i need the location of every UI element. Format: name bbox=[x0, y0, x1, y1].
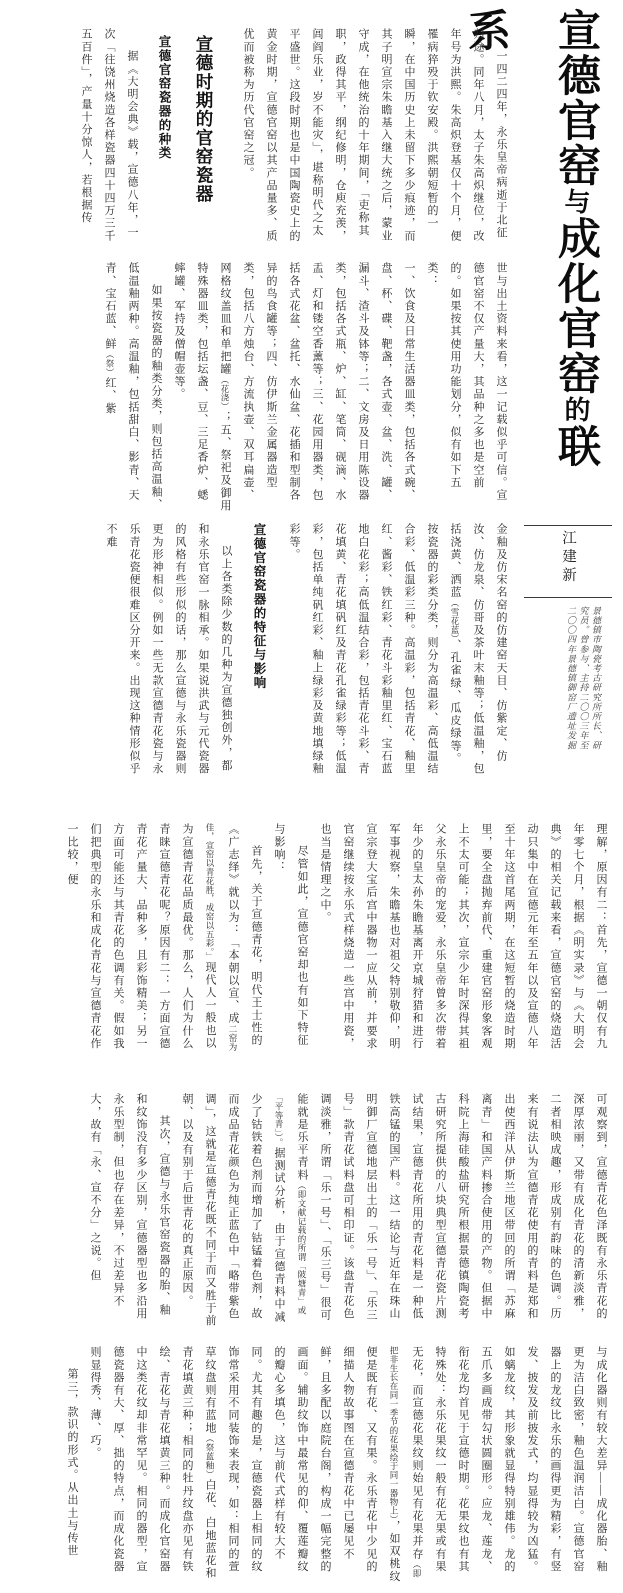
paragraph: 其次，宣德与永乐官窑瓷器的胎、釉和纹饰没有多少区别，宣德器型也多沿用永乐型制，但也存在差异，不过差异不大，故有「永、宣不分」之说。但 bbox=[89, 1093, 170, 1320]
text-band-3 bbox=[25, 523, 512, 776]
text-band-2 bbox=[25, 262, 512, 513]
author-divider-bottom bbox=[524, 597, 612, 598]
paragraph: 第三，款识的形式。从出土与传世 bbox=[66, 1368, 78, 1557]
paragraph: 一四二四年，永乐皇帝病逝于北征归途。同年八月，太子朱高炽继位，改年号为洪熙。朱高炽登基仅十个月，便罹病猝殁于钦安殿。洪熙朝短暂的一瞬，在中国历史上未留下多少痕迹，而其子明宣宗朱瞻基入继大统之后，蒙业守成，在他统治的十年期间，「吏称其职，政得其平，纲纪修明，仓庾充羡，闾阎乐业，岁不能灾」，堪称明代之太平盛世。这段时期也是中国陶瓷史上的黄金时期，宣德官窑以其产品量多、质优而被称为历代官窑之冠。 bbox=[242, 28, 507, 243]
section-heading: 宣德时期的官窑瓷器 bbox=[194, 35, 214, 204]
paragraph: 与成化器则有较大差异——成化器胎、釉更为洁白致密，釉色温润洁白。宣德官窑器上的龙纹比永乐的画得更为精彩，有竖发、披发及前披发式，均显得较为凶猛。如螭龙纹，其形象就显得特别雄伟。龙的五爪多画成带勾状圆圈形。应龙、莲龙、衔花龙均首见于宣德时期。花果纹也有其特殊处：永乐花果纹一般有花无果或有果无花，而宣德花果纹则始见有花果并存（即把非生长在同一季节的花果绘于同一器物上），如双桃纹便是既有花、又有果。永乐青花中少见的细描人物故事图在宣德青花中已屡见不鲜，且多配以庭院台阁，构成一幅完整的画面。辅助纹饰中最常见的仰、覆莲瓣纹的瓣心多填色，这与前代式样有较大不同。尤其有趣的是，宣德瓷器上相同的纹饰常采用不同装饰来表现，如：相同的萱草纹盘则有蓝地（祭蓝釉）白花、白地蓝花和青花填黄三种；相同的牡丹纹盘亦见有铁绘、青花与青花填黄三种。而成化官窑器中这类花纹却非常罕见。相同的器型，宣德瓷器有大、厚、拙的特点，而成化瓷器则显得秀、薄、巧。 bbox=[89, 1346, 607, 1583]
paragraph: 如果按瓷器的釉类分类，则包括高温釉、低温釉两种。高温釉，包括甜白、影青、天青、宝石蓝、鲜（祭）红、紫 bbox=[104, 262, 162, 511]
paragraph: 金釉及仿宋名窑的仿建窑天目、仿紫定、仿汝、仿龙泉、仿哥及茶叶末釉等；低温釉，包括浇黄、洒蓝（雪花蓝）、孔雀绿、瓜皮绿等。按瓷器的彩类分类，则分为高温彩、高低温结合彩、低温彩三种。高温彩，包括青花、釉里红、酱彩、铁红彩、青花斗彩釉里红、宝石蓝地白花彩；高低温结合彩，包括青花斗彩、青花填黄、青花填矾红及青花孔雀绿彩等；低温彩，包括单纯矾红彩、釉上绿彩及黄地填绿釉彩等。 bbox=[288, 523, 507, 775]
paragraph: 一、饮食及日常生活器皿类，包括各式碗、盘、杯、碟、靶盏，各式壶、盆、洗、罐、漏斗、渣斗及钵等；二、文房及日用陈设器类，包括各式瓶、炉、缸、笔筒、砚滴、水盂、灯和镂空香薰等；三、花园用器类，包括各式花盆、盆托、水仙盆、花插和型制各异的鸟食罐等；四、仿伊斯兰金属器造型类，包括八方烛台、方流执壶、双耳扁壶、网格纹盖皿和单把罐（花浇）；五、祭祀及御用特殊器皿类，包括坛盏、豆、三足香炉、蟋蟀罐、军持及僧帽壶等。 bbox=[173, 262, 415, 512]
paragraph: 理解，原因有二：首先，宣德一朝仅有九年零七个月，根据《明实录》与《大明会典》的相关记载来看，宣德官窑的烧造活动只集中在宣德元年至五年以及宣德八年至十年这首尾两期，在这短暂的烧造时期里，要全盘抛弃前代、重建官窑形象客观上不太可能；其次，宣宗少年时深得其祖父永乐皇帝的宠爱，永乐皇帝曾多次带着年少的皇太孙朱瞻基离开京城狩猎和进行军事视察，朱瞻基也对祖父特别敬仰，明宣宗登大宝后宫中器物一应从前，并要求官窑继续按永乐式样烧造一些宫中用瓷，也当是情理之中。 bbox=[319, 823, 607, 1050]
subsection-heading: 宣德官窑瓷器的特征与影响 bbox=[252, 523, 266, 690]
page-title: 宣德官窑与成化官窑的联系 bbox=[462, 8, 599, 469]
text-band-5 bbox=[25, 1093, 612, 1329]
paragraph: 据《大明会典》载，宣德八年，一次「往饶州烧造各样瓷器四十四万三千五百件」，产量十分惊人，若根据传 bbox=[80, 28, 138, 243]
text-band-1 bbox=[25, 28, 512, 247]
text-band-4 bbox=[25, 823, 612, 1059]
subsection-heading: 宣德官窑瓷器的种类 bbox=[157, 35, 171, 161]
text-band-6 bbox=[25, 1346, 612, 1583]
paragraph: 首先，关于宣德青花，明代王士性的《广志绎》就以为：「本朝以宣、成二窑为佳，宣窑以青花胜，成窑以五彩。」现代人一般也以为宣德青花品质最优。那么，人们为什么青睐宣德青花呢？原因有二：一方面宣德青花产量大、品种多，且彩饰精美；另一方面可能还与其青花的色调有关。假如我们把典型的永乐和成化青花与宣德青花作一比较，便 bbox=[66, 823, 262, 1052]
paragraph: 尽管如此，宣德官窑却也有如下特征与影响： bbox=[273, 823, 308, 1047]
author-divider-top bbox=[524, 525, 612, 526]
paragraph: 以上各类除少数的几种为宣德独创外，都和永乐官窑一脉相承。如果说洪武与元代瓷器的风格有些形似的话，那么宣德与永乐瓷器则更为形神相似。例如一些无款宣德青花瓷与永乐青花瓷便很难区分开来。出现这种情形似乎不难 bbox=[105, 523, 232, 775]
paragraph: 世与出土资料来看，这一记载似乎可信。宣德官窑不仅产量大，其品种之多也是空前的。如果按其使用功能划分，似有如下五类： bbox=[426, 262, 507, 502]
author-name: 江建新 bbox=[560, 530, 576, 586]
author-bio: 景德镇市陶瓷考古研究所所长、研究员。曾参与、主持二〇〇三年至二〇〇四年景德镇御窑厂遗址发掘 bbox=[566, 606, 601, 750]
paragraph: 可观察到，宣德青花色泽既有永乐青花的深厚浓丽，又带有成化青花的清新淡雅，二者相映成趣，形成别有韵味的色调。历来有说法认为宣德青花使用的青料是郑和出使西洋从伊斯兰地区带回的所谓「苏麻离青」和国产料掺合使用的产物。但据中科院上海硅酸盐研究所根据景德镇陶瓷考古研究所提供的八块典型宣德青花瓷片测试结果，宣德青花所用的青花料是一种低铁高锰的国产料。这一结论与近年在珠山明御厂宣德地层出土的「乐一号」、「乐三号」款青花试料盘可相印证。该盘青花色调淡雅，所谓「乐一号」、「乐三号」很可能就是乐平青料（即文献记载的所谓「陂塘青」或「平等青」）。据测试分析，由于宣德青料中减少了钴铁着色剂而增加了钴锰着色剂，故而成品青花颜色为纯正蓝色中「略带紫色调」，这就是宣德青花既不同于而又胜于前朝、以及有别于后世青花的真正原因。 bbox=[181, 1093, 607, 1327]
